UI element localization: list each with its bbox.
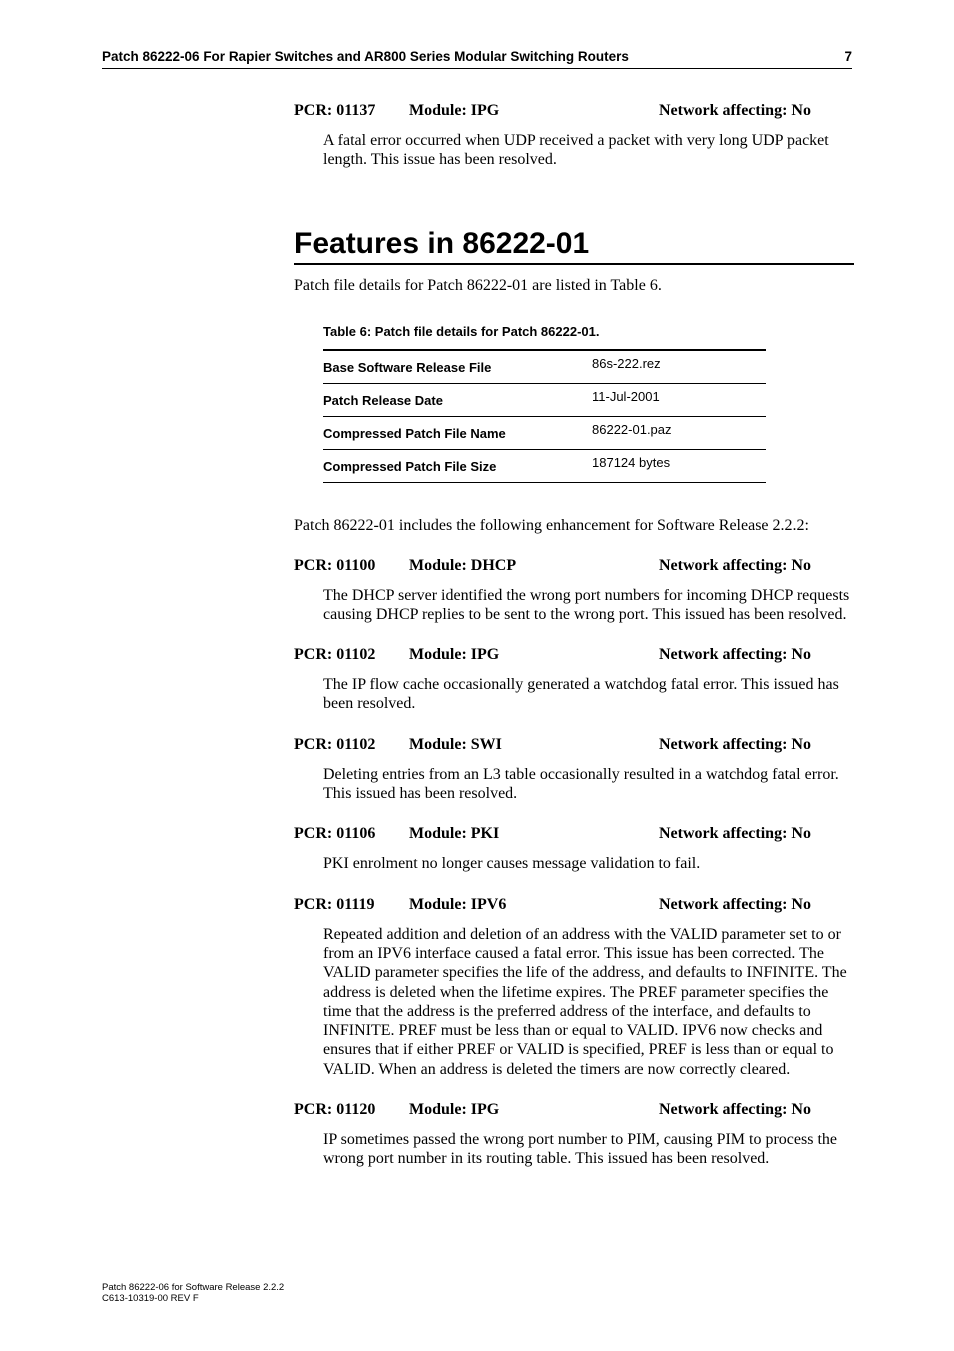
network-affecting: Network affecting: No xyxy=(659,735,811,753)
network-affecting: Network affecting: No xyxy=(659,825,811,843)
table-row-value: 86222-01.paz xyxy=(592,421,672,437)
issue-block xyxy=(294,102,854,170)
section-heading: Features in 86222-01 xyxy=(294,227,854,265)
issue-header xyxy=(294,102,854,124)
header-title: Patch 86222-06 For Rapier Switches and AR800 Series Modular Switching Routers xyxy=(102,49,629,64)
table-row-label: Compressed Patch File Size xyxy=(323,458,497,474)
table-row xyxy=(323,350,766,384)
module-name: Module: PKI xyxy=(409,825,500,843)
issue-block xyxy=(294,1101,854,1169)
issue-description: Repeated addition and deletion of an address with the VALID parameter set to or from an IPV6 interface caused a fatal error. This issue has been corrected. The VALID parameter specifies the life of the address, and defaults to INFINITE. The address is deleted when the lifetime expires. The PREF parameter specifies the time that the address is the preferred address of the interface, and defaults to INFINITE. PREF must be less than or equal to VALID. IPV6 now checks and ensures that if either PREF or VALID is specified, PREF is less than or equal to VALID. When an address is deleted the timers are now correctly cleared. xyxy=(323,925,847,1078)
issue-description: IP sometimes passed the wrong port number to PIM, causing PIM to process the wrong port number in its routing table. This issued has been resolved. xyxy=(323,1131,838,1168)
section-intro: Patch file details for Patch 86222-01 are listed in Table 6. xyxy=(294,276,662,294)
pcr-number: PCR: 01119 xyxy=(294,895,375,913)
module-name: Module: IPG xyxy=(409,102,500,119)
pcr-number: PCR: 01102 xyxy=(294,735,376,753)
module-name: Module: DHCP xyxy=(409,556,517,574)
pcr-number: PCR: 01106 xyxy=(294,825,376,843)
issue-description: PKI enrolment no longer causes message validation to fail. xyxy=(323,855,701,873)
table-row-value: 86s-222.rez xyxy=(592,355,661,371)
issue-block xyxy=(294,736,854,804)
issue-header xyxy=(294,646,854,668)
issue-header xyxy=(294,736,854,758)
table-row-label: Patch Release Date xyxy=(323,392,443,408)
pcr-number: PCR: 01102 xyxy=(294,646,376,664)
table-row-label: Base Software Release File xyxy=(323,359,492,375)
module-name: Module: SWI xyxy=(409,735,502,753)
module-name: Module: IPV6 xyxy=(409,895,507,913)
issues-list xyxy=(294,557,854,1169)
network-affecting: Network affecting: No xyxy=(659,1101,811,1119)
issue-header xyxy=(294,1101,854,1123)
module-name: Module: IPG xyxy=(409,646,500,664)
table-row-value: 11-Jul-2001 xyxy=(592,388,660,404)
network-affecting: Network affecting: No xyxy=(659,102,811,119)
pcr-number: PCR: 01100 xyxy=(294,556,376,574)
issue-block xyxy=(294,896,854,1079)
table-row-label: Compressed Patch File Name xyxy=(323,425,506,441)
footer-line-1: Patch 86222-06 for Software Release 2.2.2 xyxy=(102,1282,285,1293)
table-row-value: 187124 bytes xyxy=(592,454,671,470)
issue-header xyxy=(294,825,854,847)
module-name: Module: IPG xyxy=(409,1101,500,1119)
table-row xyxy=(323,383,766,416)
issue-block xyxy=(294,557,854,625)
enhancement-intro: Patch 86222-01 includes the following enhancement for Software Release 2.2.2: xyxy=(294,516,809,534)
pcr-number: PCR: 01120 xyxy=(294,1101,376,1119)
issue-block xyxy=(294,825,854,873)
patch-details-table xyxy=(323,349,766,483)
issue-description: The IP flow cache occasionally generated a watchdog fatal error. This issued has been resolved. xyxy=(323,676,839,713)
issue-header xyxy=(294,896,854,918)
footer-line-2: C613-10319-00 REV F xyxy=(102,1293,199,1304)
pcr-number: PCR: 01137 xyxy=(294,102,376,119)
network-affecting: Network affecting: No xyxy=(659,895,811,913)
network-affecting: Network affecting: No xyxy=(659,556,811,574)
main-content xyxy=(294,102,854,1169)
issue-description: A fatal error occurred when UDP received a packet with very long UDP packet length. This issue has been resolved. xyxy=(323,132,829,169)
issue-description: The DHCP server identified the wrong port numbers for incoming DHCP requests causing DHCP replies to be sent to the wrong port. This issued has been resolved. xyxy=(323,586,850,623)
table-caption: Table 6: Patch file details for Patch 86222-01. xyxy=(323,323,600,339)
table-row xyxy=(323,449,766,482)
page-footer xyxy=(102,1282,284,1304)
issue-header xyxy=(294,557,854,579)
issue-description: Deleting entries from an L3 table occasionally resulted in a watchdog fatal error. This issued has been resolved. xyxy=(323,765,839,803)
table-row xyxy=(323,416,766,449)
page-number: 7 xyxy=(844,49,852,64)
page-header xyxy=(102,48,852,69)
issue-block xyxy=(294,646,854,714)
network-affecting: Network affecting: No xyxy=(659,646,811,664)
